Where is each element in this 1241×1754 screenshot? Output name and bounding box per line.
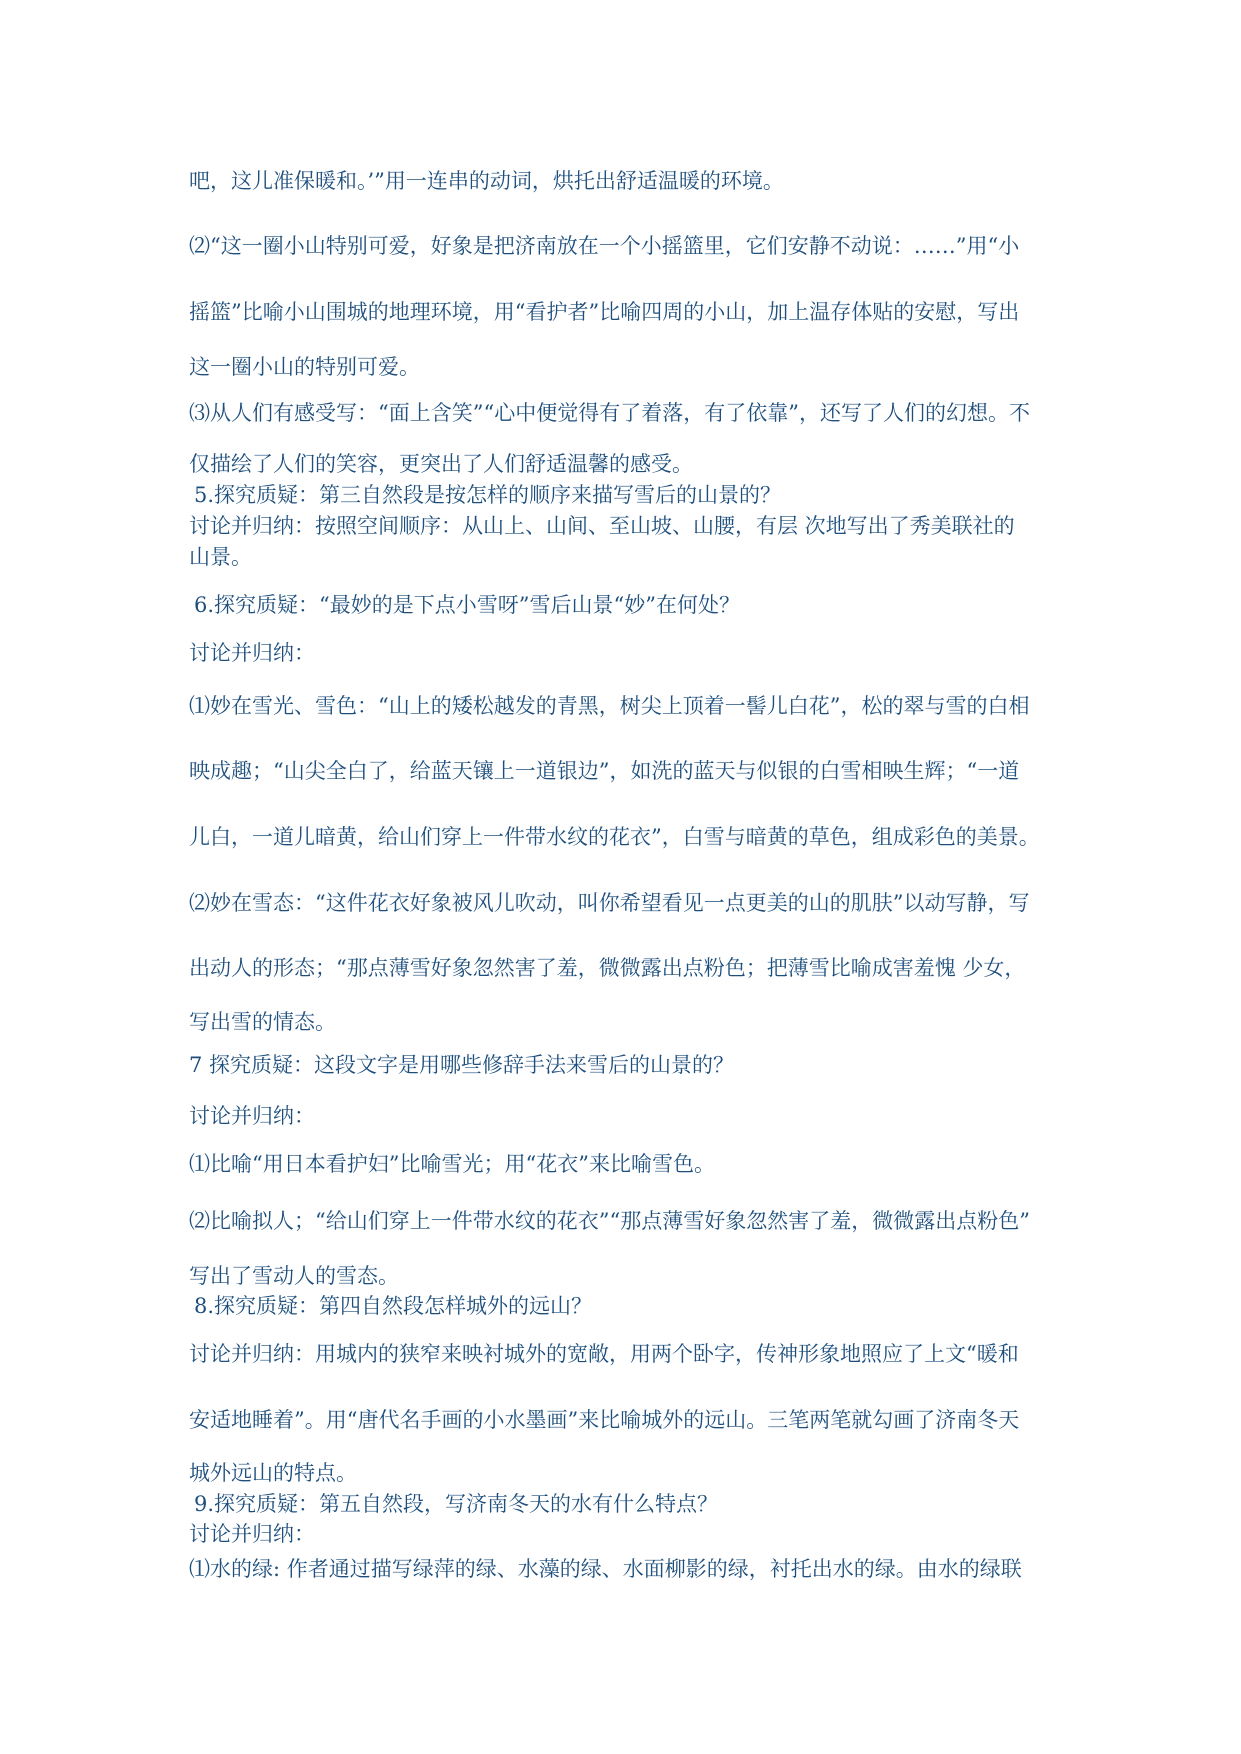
text-line: 映成趣；“山尖全白了，给蓝天镶上一道银边”，如洗的蓝天与似银的白雪相映生辉；“一道 (189, 759, 1020, 783)
text-line: 仅描绘了人们的笑容，更突出了人们舒适温馨的感受。 (189, 452, 693, 476)
text-line: 吧，这儿准保暖和。’”用一连串的动词，烘托出舒适温暖的环境。 (189, 169, 784, 193)
text-line: 出动人的形态；“那点薄雪好象忽然害了羞，微微露出点粉色；把薄雪比喻成害羞愧 少女， (189, 956, 1026, 980)
text-line: ⑴水的绿: 作者通过描写绿萍的绿、水藻的绿、水面柳影的绿，衬托出水的绿。由水的绿联 (189, 1557, 1022, 1581)
text-line: 讨论并归纳： (189, 641, 315, 665)
text-line: 8.探究质疑：第四自然段怎样城外的远山？ (194, 1294, 593, 1318)
text-line: ⑵比喻拟人；“给山们穿上一件带水纹的花衣”“那点薄雪好象忽然害了羞，微微露出点粉色” (189, 1209, 1030, 1233)
text-line: 讨论并归纳： (189, 1522, 315, 1546)
text-line: 城外远山的特点。 (189, 1461, 357, 1485)
text-line: ⑵妙在雪态：“这件花衣好象被风儿吹动，叫你希望看见一点更美的山的肌肤”以动写静，写 (189, 891, 1030, 915)
text-line: 写出了雪动人的雪态。 (189, 1264, 399, 1288)
text-line: ⑴妙在雪光、雪色：“山上的矮松越发的青黑，树尖上顶着一髻儿白花”，松的翠与雪的白相 (189, 694, 1030, 718)
text-line: 7 探究质疑：这段文字是用哪些修辞手法来雪后的山景的？ (189, 1053, 735, 1077)
text-line: 讨论并归纳： (189, 1104, 315, 1128)
text-line: 5.探究质疑：第三自然段是按怎样的顺序来描写雪后的山景的？ (194, 483, 782, 507)
text-line: 写出雪的情态。 (189, 1010, 336, 1034)
text-line: 讨论并归纳：用城内的狭窄来映衬城外的宽敞，用两个卧字，传神形象地照应了上文“暖和 (189, 1342, 1019, 1366)
text-line: ⑵“这一圈小山特别可爱，好象是把济南放在一个小摇篮里，它们安静不动说：……”用“小 (189, 234, 1020, 258)
text-line: ⑴比喻“用日本看护妇”比喻雪光；用“花衣”来比喻雪色。 (189, 1152, 715, 1176)
text-line: 儿白，一道儿暗黄，给山们穿上一件带水纹的花衣”，白雪与暗黄的草色，组成彩色的美景。 (189, 825, 1040, 849)
text-line: 这一圈小山的特别可爱。 (189, 355, 420, 379)
text-line: 讨论并归纳：按照空间顺序：从山上、山间、至山坡、山腰，有层 次地写出了秀美联社的 (189, 514, 1015, 538)
text-line: 9.探究质疑：第五自然段，写济南冬天的水有什么特点？ (194, 1492, 719, 1516)
text-line: 山景。 (189, 545, 252, 569)
text-line: 摇篮”比喻小山围城的地理环境，用“看护者”比喻四周的小山，加上温存体贴的安慰，写出 (189, 300, 1020, 324)
text-line: 6.探究质疑：“最妙的是下点小雪呀”雪后山景“妙”在何处？ (194, 593, 740, 617)
text-line: 安适地睡着”。用“唐代名手画的小水墨画”来比喻城外的远山。三笔两笔就勾画了济南冬天 (189, 1408, 1020, 1432)
text-line: ⑶从人们有感受写：“面上含笑”“心中便觉得有了着落，有了依靠”，还写了人们的幻想。不 (189, 401, 1030, 425)
